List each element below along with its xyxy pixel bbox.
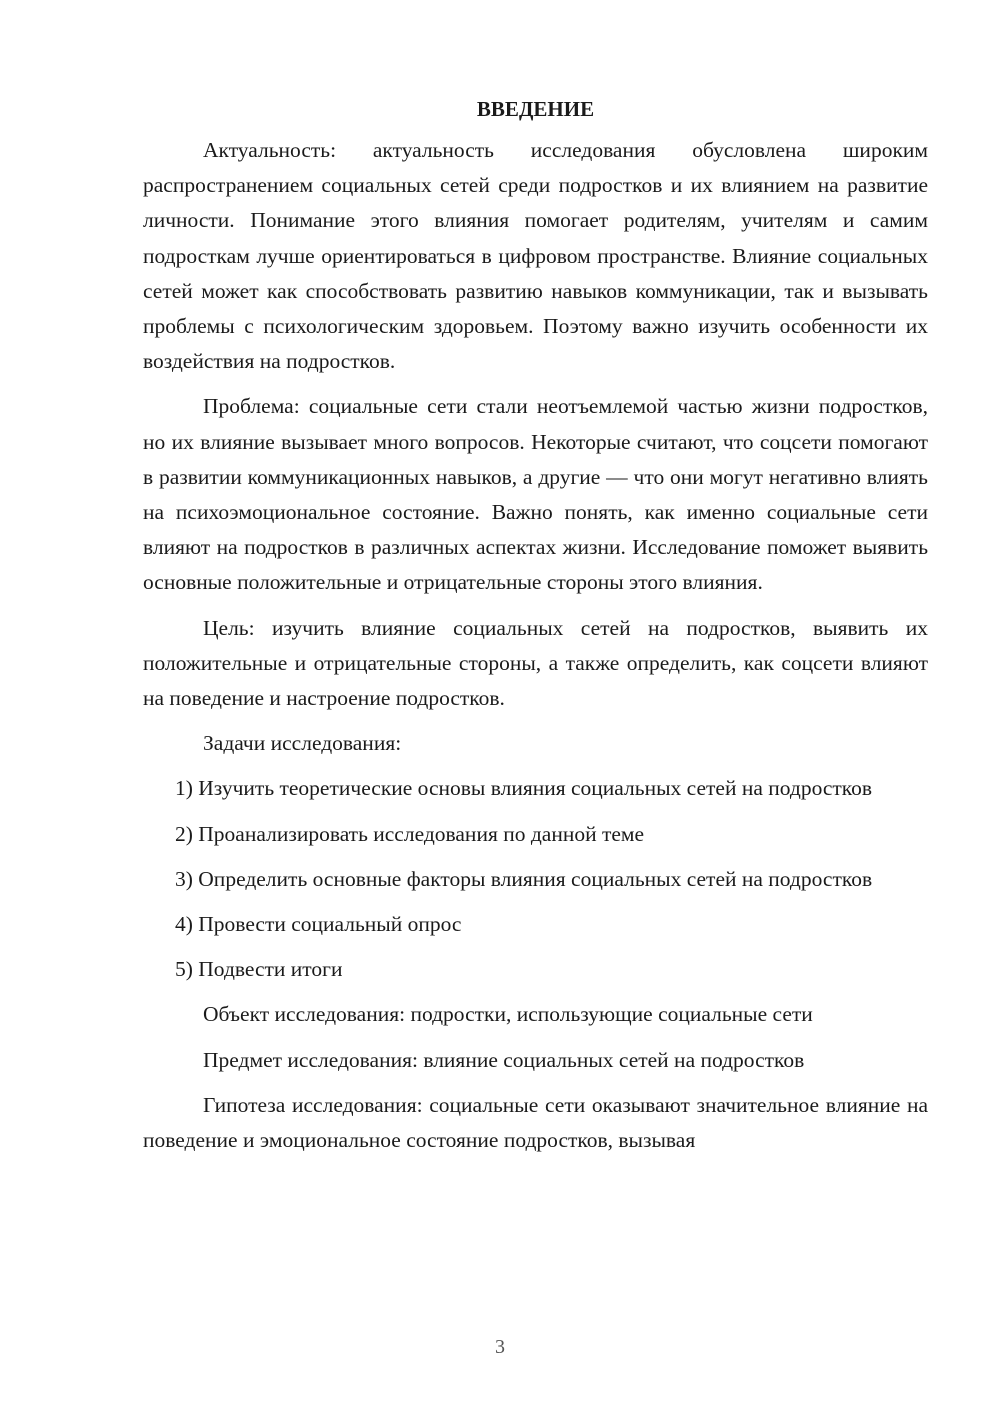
research-subject: Предмет исследования: влияние социальных сетей на подростков — [203, 1047, 805, 1072]
paragraph-goal: Цель: изучить влияние социальных сетей на подростков, выявить их положительные и отрицательные стороны, а также определить, как соцсети влияют на поведение и настроение подростков. — [143, 615, 928, 711]
research-hypothesis: Гипотеза исследования: социальные сети оказывают значительное влияние на поведение и эмоциональное состояние подростков, вызывая — [143, 1092, 928, 1153]
research-object: Объект исследования: подростки, использующие социальные сети — [203, 1002, 813, 1027]
task-item-3: 3) Определить основные факторы влияния социальных сетей на подростков — [175, 866, 873, 891]
page-number: 3 — [495, 1336, 505, 1358]
task-item-5: 5) Подвести итоги — [175, 957, 343, 982]
task-item-1: 1) Изучить теоретические основы влияния социальных сетей на подростков — [175, 776, 873, 801]
task-item-4: 4) Провести социальный опрос — [175, 912, 462, 937]
document-page — [143, 92, 928, 1168]
paragraph-relevance: Актуальность: актуальность исследования обусловлена широким распространением социальных сетей среди подростков и их влиянием на развитие личности. Понимание этого влияния помогает родителям, учителям и самим подросткам лучше ориентироваться в цифровом пространстве. Влияние социальных сетей может как способствовать развитию навыков коммуникации, так и вызывать проблемы с психологическим здоровьем. Поэтому важно изучить особенности их воздействия на подростков. — [143, 138, 928, 374]
paragraph-problem: Проблема: социальные сети стали неотъемлемой частью жизни подростков, но их влияние вызывает много вопросов. Некоторые считают, что соцсети помогают в развитии коммуникационных навыков, а другие — что они могут негативно влиять на психоэмоциональное состояние. Важно понять, как именно социальные сети влияют на подростков в различных аспектах жизни. Исследование поможет выявить основные положительные и отрицательные стороны этого влияния. — [143, 394, 928, 595]
task-item-2: 2) Проанализировать исследования по данной теме — [175, 821, 645, 846]
section-title: ВВЕДЕНИЕ — [476, 97, 595, 121]
tasks-heading: Задачи исследования: — [203, 731, 402, 756]
